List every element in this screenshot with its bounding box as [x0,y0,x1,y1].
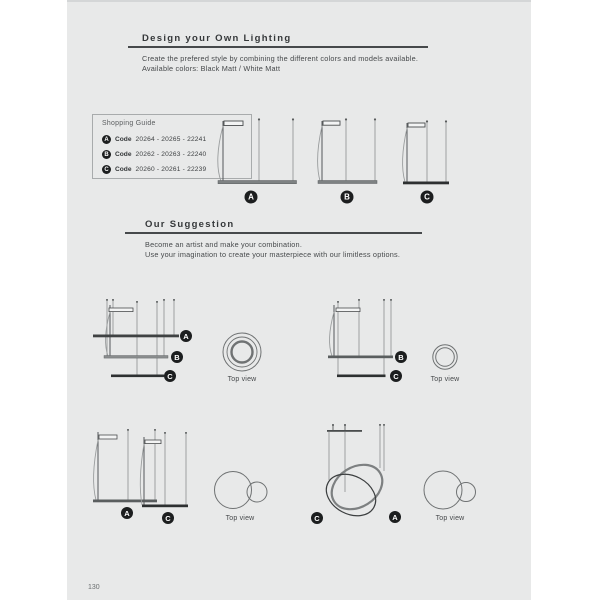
section1-rule [128,46,428,48]
suggestion3-badge-c: C [162,512,174,524]
suggestion1-top-view [218,328,266,376]
suggestion3-drawing [88,425,193,510]
model-b-badge: B [102,150,111,159]
lamp-b-drawing [318,118,377,183]
suggestion4-drawing [315,422,405,522]
suggestion4-badge-c: C [311,512,323,524]
suggestion1-top-view-label: Top view [227,376,257,383]
model-c-label-badge: C [421,191,434,204]
suggestion4-badge-a: A [389,511,401,523]
model-c-badge: C [102,165,111,174]
section1-line2: Available colors: Black Matt / White Matt [142,63,281,73]
section1-paragraph [142,54,418,73]
section1-title: Design your Own Lighting [142,33,292,44]
suggestion2-top-view-label: Top view [430,376,460,383]
section2-rule [125,232,422,234]
suggestion2-badge-b: B [395,351,407,363]
lamp-a-drawing [218,118,297,183]
guide-row-a [102,135,206,144]
suggestion2-badge-c: C [390,370,402,382]
suggestion1-badge-b: B [171,351,183,363]
suggestion1-badge-a: A [180,330,192,342]
section2-line1: Become an artist and make your combination. [145,240,303,249]
suggestion2-top-view [430,342,460,372]
guide-row-c [102,165,206,174]
suggestion3-top-view [210,468,280,514]
model-lamps-diagram [210,112,455,190]
suggestion1-badge-c: C [164,370,176,382]
suggestion1-drawing [90,295,190,385]
model-b-label-badge: B [341,191,354,204]
lamp-c-drawing [403,120,449,184]
guide-row-b [102,150,206,159]
page-number: 130 [88,584,100,591]
section2-paragraph [145,240,400,259]
code-label: Code [115,166,132,173]
code-label: Code [115,136,132,143]
model-a-label-badge: A [245,191,258,204]
section1-line1: Create the prefered style by combining the different colors and models available. [142,54,419,63]
code-values-c: 20260 - 20261 - 22239 [135,166,207,173]
suggestion3-badge-a: A [121,507,133,519]
suggestion3-top-view-label: Top view [225,515,255,522]
section2-title: Our Suggestion [145,219,235,230]
suggestion4-top-view [420,468,482,514]
code-values-a: 20264 - 20265 - 22241 [135,136,207,143]
section2-line2: Use your imagination to create your masterpiece with our limitless options. [145,249,401,259]
model-a-badge: A [102,135,111,144]
shopping-guide-title: Shopping Guide [102,120,156,127]
suggestion4-top-view-label: Top view [435,515,465,522]
code-label: Code [115,151,132,158]
code-values-b: 20262 - 20263 - 22240 [135,151,207,158]
